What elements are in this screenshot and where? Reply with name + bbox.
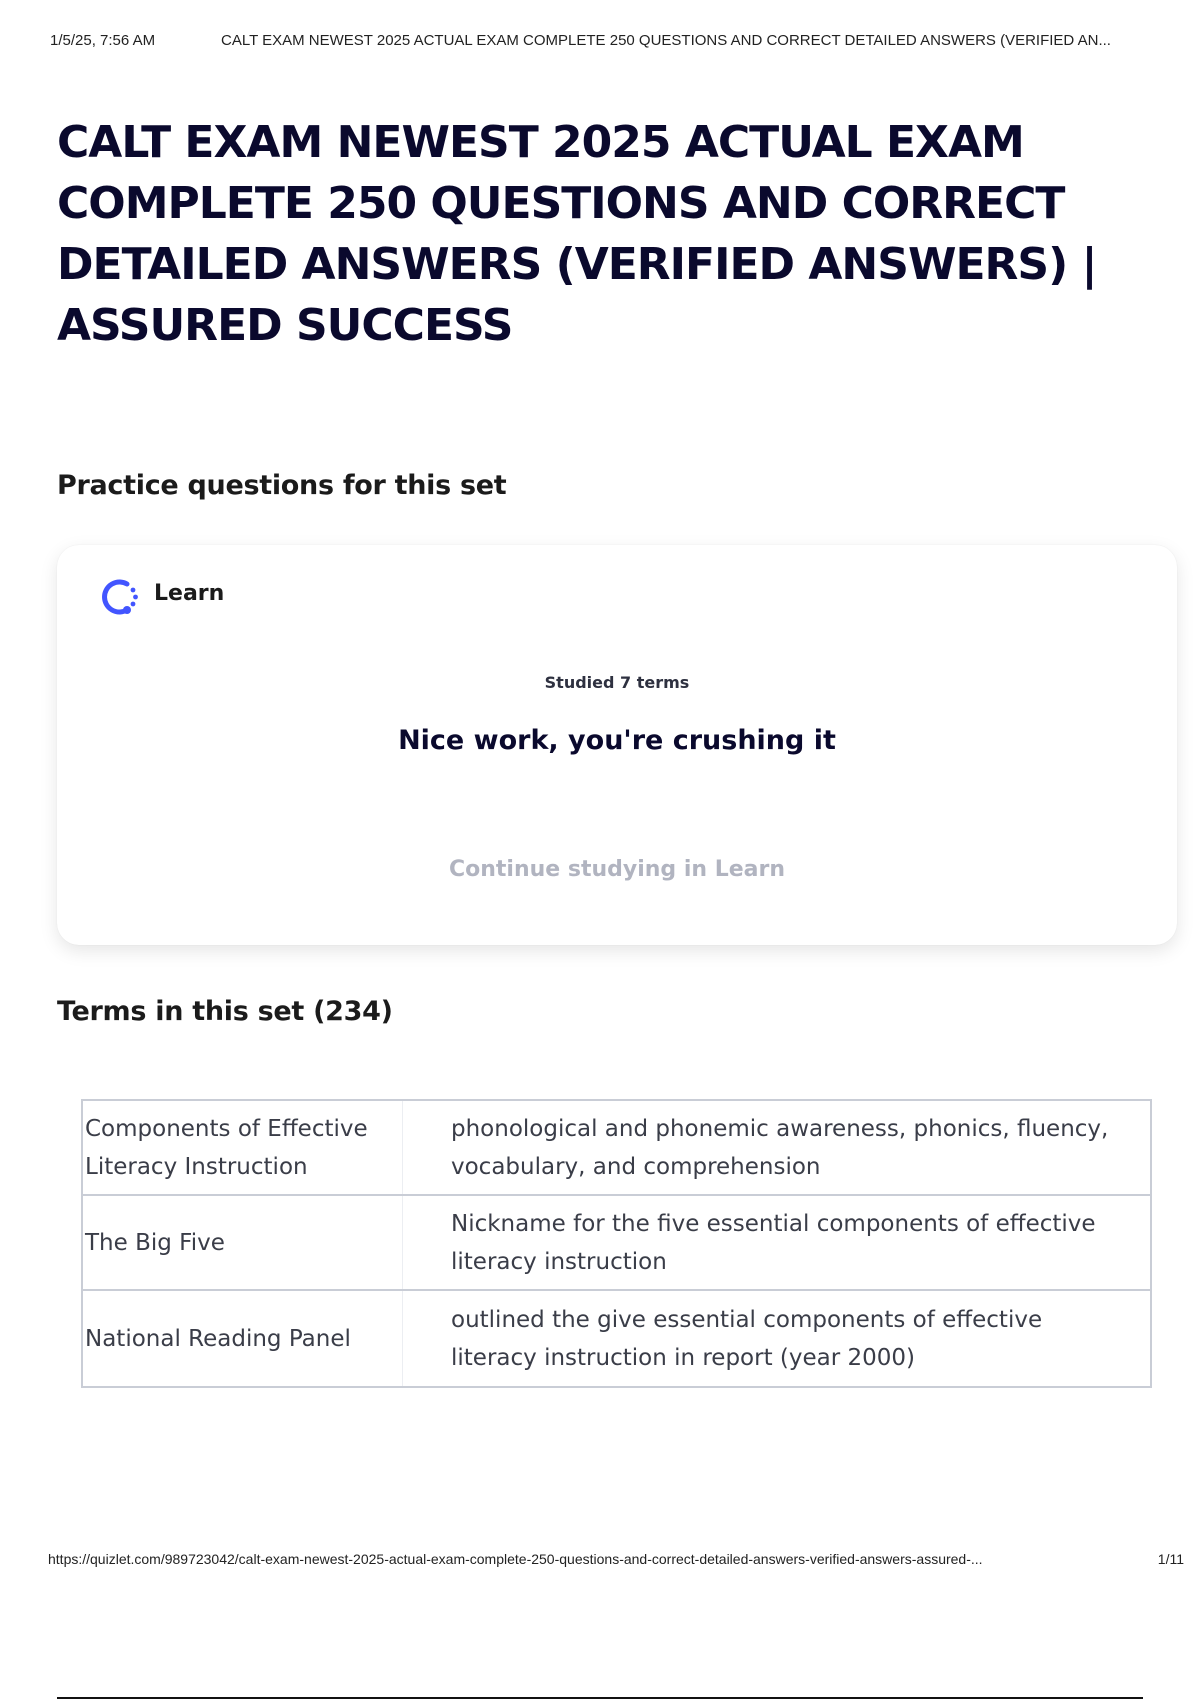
print-url: https://quizlet.com/989723042/calt-exam-newest-2025-actual-exam-complete-250-questions-and-correct-detailed-answers-verified-answers-assured-... [48, 1551, 983, 1567]
table-row [83, 1101, 1150, 1196]
print-doc-title: CALT EXAM NEWEST 2025 ACTUAL EXAM COMPLETE 250 QUESTIONS AND CORRECT DETAILED ANSWERS (VERIFIED AN... [221, 32, 1111, 49]
term-cell: National Reading Panel [83, 1291, 403, 1386]
table-row [83, 1291, 1150, 1386]
term-cell: Components of Effective Literacy Instruction [83, 1101, 403, 1194]
learn-progress-icon [97, 575, 141, 619]
practice-heading: Practice questions for this set [57, 470, 507, 501]
studied-count: Studied 7 terms [544, 673, 690, 692]
learn-label: Learn [154, 581, 225, 606]
progress-message: Nice work, you're crushing it [398, 725, 836, 756]
page-divider [57, 1697, 1143, 1699]
page-number: 1/11 [1157, 1551, 1184, 1567]
definition-cell: outlined the give essential components of effective literacy instruction in report (year 2000) [451, 1306, 1043, 1371]
page-title: CALT EXAM NEWEST 2025 ACTUAL EXAM COMPLETE 250 QUESTIONS AND CORRECT DETAILED ANSWERS (VERIFIED ANSWERS) | ASSURED SUCCESS [57, 117, 1097, 351]
table-row [83, 1196, 1150, 1291]
learn-card[interactable] [57, 545, 1177, 945]
definition-cell: phonological and phonemic awareness, phonics, fluency, vocabulary, and comprehension [451, 1115, 1109, 1180]
print-header [50, 28, 1180, 52]
term-cell: The Big Five [83, 1196, 403, 1289]
terms-heading: Terms in this set (234) [57, 996, 393, 1027]
definition-cell: Nickname for the five essential components of effective literacy instruction [451, 1210, 1096, 1275]
terms-table [81, 1099, 1152, 1388]
continue-learn-link[interactable]: Continue studying in Learn [448, 857, 785, 882]
print-date: 1/5/25, 7:56 AM [50, 32, 156, 49]
